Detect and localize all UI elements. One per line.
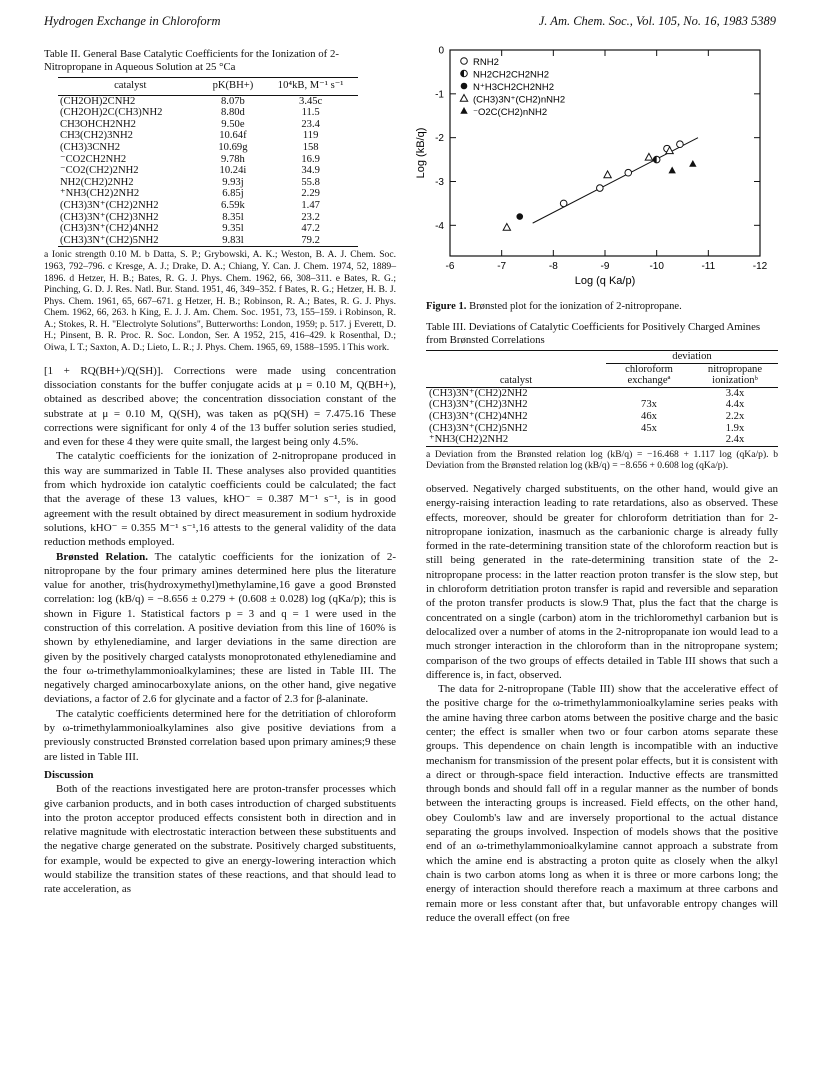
table3-row-cell: 1.9x (725, 422, 745, 434)
table3-row (426, 423, 778, 435)
table2-row-cell: 3.45c (299, 95, 323, 107)
table2-row (58, 200, 358, 212)
table2-row-cell: 9.83l (222, 234, 244, 246)
table2-row-cell: CH3(CH2)3NH2 (60, 130, 133, 142)
x-tick-label: -6 (445, 261, 455, 272)
table2-row (58, 154, 358, 166)
table2-row (58, 95, 358, 107)
table3-row-cell: (CH3)3N⁺(CH2)3NH2 (429, 399, 528, 411)
body-paragraph: The data for 2-nitropropane (Table III) show that the accelerative effect of the positive charge for the ω-trimethylammonioalkylamine series peaks with the amine having three carbon atoms between the positive charge and the basic center; the effect is smaller when two or four carbon atoms separate these groups. This dependence on chain length is incompatible with an inductive mechanism for transmission of the present polar effects, but it is consistent with a direct or through-space field interaction. Inductive effects are transmitted through bonds and should fall off in a regular manner as the number of bonds between the interacting groups is increased. Field effects, on the other hand, obey Coulomb's law and are inversely proportional to the actual distance separating the groups involved. Inspection of models shows that the positive end of an ω-trimethylammonioalkylamine cannot approach a substrate from which the amine end is abstracting a proton quite as closely when the alkyl chain is two carbon atoms long as when it is three or more carbons long; the energy of interaction should therefore reach a maximum at three carbons and remain more or less constant after that, but unfavorable entropy changes will reduce the overall effect (on free (426, 683, 778, 924)
table2-row-cell: (CH3)3CNH2 (60, 141, 121, 153)
x-tick-label: -7 (497, 261, 507, 272)
table2-row-cell: 8.07b (221, 95, 245, 107)
table2-row (58, 119, 358, 131)
table2-row-cell: ⁻CO2(CH2)2NH2 (60, 165, 139, 177)
table2-row-cell: 11.5 (301, 107, 320, 119)
table2-row (58, 142, 358, 154)
table2-row-cell: (CH2OH)2CNH2 (60, 95, 136, 107)
table3-row-cell: ⁺NH3(CH2)2NH2 (429, 434, 509, 446)
y-axis-label: Log (kB/q) (415, 127, 427, 179)
legend-marker (460, 107, 467, 114)
table2-row-cell: 9.78h (221, 153, 245, 165)
legend-label: N⁺H3CH2CH2NH2 (473, 82, 555, 93)
right-column (415, 44, 778, 925)
table2-row-cell: 9.35l (222, 223, 244, 235)
section-heading-discussion: Discussion (44, 768, 94, 781)
table2-header: 10⁴kB, M⁻¹ s⁻¹ (277, 80, 344, 91)
table3-row-cell: 4.4x (725, 399, 745, 411)
table2-row (58, 165, 358, 177)
table2-row (58, 188, 358, 200)
table3-row-cell: 46x (641, 410, 657, 422)
y-tick-label: -2 (435, 133, 444, 145)
body-paragraph: The catalytic coefficients for the ionization of 2-nitropropane by the four primary amines determined here plus the literature value for another, tris(hydroxymethyl)methylamine,16 gave a good Brønsted correlation: log (kB/q) = −8.656 ± 0.279 + (0.608 ± 0.028) log (qKa/p); this is shown in Figure 1. Statistical factors p = 3 and q = 1 were used in the construction of this correlation. A positive deviation from this line of 160% is shown by ethylenediamine, and larger deviations in the same direction are given by the positively charged catalysts monoprotonated ethylenediamine and the four ω-trimethylammonioalkylamines; these are listed in Table III. The negatively charged aminocarboxylate anions, on the other hand, give negative deviations, a factor of 2.6 for glycinate and a factor of 2.3 for β-alaninate. (44, 550, 396, 706)
data-point (625, 169, 632, 176)
table3-header: chloroform exchangeª (625, 363, 673, 387)
table2-row (58, 212, 358, 224)
table2-row-cell: 23.4 (301, 118, 320, 130)
table2-row-cell: 9.93j (222, 176, 244, 188)
table2-row-cell: 6.59k (221, 199, 245, 211)
legend-label: NH2CH2CH2NH2 (473, 69, 550, 81)
running-header-left: Hydrogen Exchange in Chloroform (44, 14, 221, 28)
body-paragraph: [1 + RQ(BH+)/Q(SH)]. Corrections were made using concentration dissociation constants for the buffer conjugate acids at μ = 0.10 M, Q(BH+), obtained as described above; the concentration dissociation constant of the substrate at μ = 0.10 M, Q(SH), was taken as pQ(SH) = 7.475.16 These corrections were significant for only 4 of the 13 buffer solution series studied, and even for these 4 they were quite small, the largest being only 4.5%. (44, 364, 396, 449)
fit-line (533, 138, 698, 223)
table3-row (426, 387, 778, 399)
left-column (44, 48, 396, 897)
table3-row-cell: 2.4x (725, 434, 745, 446)
table2-row-cell: 1.47 (301, 199, 320, 211)
table2-row (58, 107, 358, 119)
data-point (560, 200, 567, 207)
table3-row-cell: (CH3)3N⁺(CH2)5NH2 (429, 422, 528, 434)
table3-row (426, 399, 778, 411)
data-point (689, 160, 696, 167)
table2-row-cell: 2.29 (301, 188, 320, 200)
table2-row-cell: 23.2 (301, 211, 320, 223)
plot-frame (450, 50, 760, 256)
table3-row-cell: 45x (641, 422, 657, 434)
table2-row-cell: 10.24i (219, 165, 247, 177)
legend-marker (461, 83, 468, 90)
data-point (645, 153, 652, 160)
table2-row (58, 130, 358, 142)
running-header-right: J. Am. Chem. Soc., Vol. 105, No. 16, 1983 5389 (538, 14, 776, 28)
table2-row-cell: 8.35l (222, 211, 244, 223)
table2-header: catalyst (114, 80, 147, 91)
y-tick-label: -3 (435, 176, 444, 188)
x-tick-label: -11 (701, 261, 716, 272)
table2-row (58, 223, 358, 235)
x-tick-label: -9 (600, 261, 610, 272)
table2-row (58, 177, 358, 189)
table3-row-cell: 2.2x (725, 410, 745, 422)
legend-marker (460, 95, 467, 102)
table2-row-cell: 16.9 (301, 153, 320, 165)
y-tick-label: -1 (435, 89, 444, 101)
table3-row-cell: (CH3)3N⁺(CH2)2NH2 (429, 387, 528, 399)
table3-row-cell: 3.4x (725, 387, 745, 399)
legend-label: RNH2 (473, 57, 499, 68)
data-point (597, 185, 604, 192)
table2-row-cell: (CH3)3N⁺(CH2)3NH2 (60, 211, 159, 223)
section-lead: Brønsted Relation. (56, 550, 149, 563)
table2-row-cell: 10.64f (219, 130, 247, 142)
table3-row (426, 434, 778, 446)
table3-group-header: deviation (606, 351, 778, 364)
data-point (503, 224, 510, 231)
table2-row-cell: CH3OHCH2NH2 (60, 118, 136, 130)
table2-row-cell: 119 (302, 130, 319, 142)
table3-row-cell (606, 434, 692, 446)
x-tick-label: -10 (649, 261, 664, 272)
table2-row-cell: ⁺NH3(CH2)2NH2 (60, 188, 140, 200)
body-paragraph: observed. Negatively charged substituents, on the other hand, would give an energy-raising interaction leading to rate retardations, also as observed. These effects, moreover, should be greater for chloroform detritiation than for 2-nitropropane ionization, inasmuch as the carbanionic charge is already fully formed in the rate-determining transition state of the chloroform reaction but is still being generated in the rate-determining transition state of the 2-nitropropane process: in the latter reaction proton transfer is the slow step, but in chloroform detritiation proton transfer is rapid and reversible and separation of the proton transfer products is slow.9 That, plus the fact that the charge is concentrated on a single (carbon) atom in the trichloromethyl carbanion but is delocalized over a number of atoms in the 2-nitropropanate ion would lead to a much stronger interaction in the chloroform than in the nitropropane system; comparison of the two groups of effects detailed in Table III shows that such a difference is, in fact, observed. (426, 482, 778, 681)
table3-row-cell: (CH3)3N⁺(CH2)4NH2 (429, 410, 528, 422)
bronsted-plot (410, 44, 780, 296)
x-tick-label: -12 (752, 261, 768, 272)
table2-row-cell: 6.85j (222, 188, 244, 200)
table2 (58, 77, 358, 246)
table2-footnotes: a Ionic strength 0.10 M. b Datta, S. P.; Grybowski, A. K.; Weston, B. A. J. Chem. Soc. 1963, 792–796. c Kresge, A. J.; Drake, D. A.; Chiang, Y. Can. J. Chem. 1974, 52, 1889–1896. d Hetzer, H. B.; Bates, R. G. J. Phys. Chem. 1962, 66, 308–311. e Bates, R. G.; Pinching, G. D. J. Res. Natl. Bur. Stand. 1951, 46, 349–352. f Bates, R. G.; Hetzer, H. B. J. Phys. Chem. 1961, 65, 667–671. g Hetzer, H. B.; Robinson, R. A.; Bates, R. G. J. Phys. Chem. 1962, 66, 263. h King, E. J. J. Am. Chem. Soc. 1951, 73, 155–159. i Robinson, R. A.; Stokes, R. H. "Electrolyte Solutions", Butterworths: London, 1959; p. 517. j Everett, D. H.; Pinsent, B. R. Proc. R. Soc. London, Ser. A 1952, 215, 416–429. k Rosenthal, D.; Oiwa, I. T.; Saxton, A. D.; Lieto, L. R.; J. Phys. Chem. 1965, 69, 1588–1595. l This work. (44, 249, 396, 354)
data-point (516, 213, 523, 220)
legend-label: ⁻O2C(CH2)nNH2 (473, 107, 548, 118)
data-point (604, 171, 611, 178)
table2-row-cell: 79.2 (301, 234, 320, 246)
table2-row-cell: 55.8 (301, 176, 320, 188)
table3-row-cell: 73x (641, 399, 657, 411)
figure-caption: Figure 1. Brønsted plot for the ionization of 2-nitropropane. (426, 301, 682, 312)
legend-label: (CH3)3N⁺(CH2)nNH2 (473, 94, 566, 106)
body-paragraph: Both of the reactions investigated here are proton-transfer processes which give carbanion products, and in both cases introduction of charged substituents into the proton acceptor produced effects consistent both in direction and in relative magnitude with electrostatic interaction between these substituents and the negative charge generated on the substrate. Positively charged substituents, for example, would be expected to give an energy-lowering interaction which would stabilize the transition states of these reactions, and that should lead to rate acceleration, as (44, 783, 396, 896)
table2-row-cell: 9.50e (221, 118, 245, 130)
body-paragraph: The catalytic coefficients determined here for the detritiation of chloroform by ω-trimethylammonioalkylamines also give positive deviations from a previously constructed Brønsted correlation based upon primary amines;9 these are listed in Table III. (44, 707, 396, 763)
table2-row-cell: (CH3)3N⁺(CH2)2NH2 (60, 199, 159, 211)
table2-row-cell: (CH2OH)2C(CH3)NH2 (60, 107, 163, 119)
table2-row-cell: 47.2 (301, 223, 320, 235)
table3-title: Table III. Deviations of Catalytic Coefficients for Positively Charged Amines from Brønsted Correlations (426, 321, 761, 346)
table2-row-cell: (CH3)3N⁺(CH2)5NH2 (60, 234, 159, 246)
table2-row (58, 235, 358, 247)
table3-header: nitropropane ionizationᵇ (707, 363, 763, 387)
table2-title: Table II. General Base Catalytic Coefficients for the Ionization of 2-Nitropropane in Aqueous Solution at 25 °Ca (44, 48, 339, 73)
legend-marker (461, 58, 468, 65)
table3-row-cell (606, 387, 692, 399)
table2-header: pK(BH+) (212, 80, 254, 91)
y-tick-label: -4 (435, 220, 444, 232)
table2-row-cell: 158 (302, 141, 319, 153)
table2-row-cell: NH2(CH2)2NH2 (60, 176, 134, 188)
table2-row-cell: 34.9 (301, 165, 320, 177)
table2-row-cell: (CH3)3N⁺(CH2)4NH2 (60, 223, 159, 235)
table2-row-cell: 10.69g (218, 141, 248, 153)
table3-row (426, 411, 778, 423)
x-axis-label: Log (q Ka/p) (574, 275, 636, 287)
x-tick-label: -8 (548, 261, 558, 272)
table2-row-cell: 8.80d (221, 107, 245, 119)
table3-footnotes: a Deviation from the Brønsted relation log (kB/q) = −16.468 + 1.117 log (qKa/p). b Deviation from the Brønsted relation log (kB/q) = −8.656 + 0.608 log (qKa/p). (426, 448, 778, 472)
y-tick-label: 0 (438, 45, 444, 57)
data-point (677, 141, 684, 148)
data-point (668, 167, 675, 174)
table3-header: catalyst (499, 375, 533, 387)
body-paragraph: The catalytic coefficients for the ionization of 2-nitropropane produced in this way are summarized in Table II. These analyses also provided quantities from which hydroxide ion catalytic coefficients could be calculated; the fact that the average of these 13 values, kHO⁻ = 0.387 M⁻¹ s⁻¹, is in good agreement with the result obtained by direct measurement in sodium hydroxide solutions, kHO⁻ = 0.355 M⁻¹ s⁻¹,16 attests to the general validity of the data reduction methods employed. (44, 450, 396, 549)
table3 (426, 350, 778, 446)
table2-row-cell: ⁻CO2CH2NH2 (60, 153, 127, 165)
